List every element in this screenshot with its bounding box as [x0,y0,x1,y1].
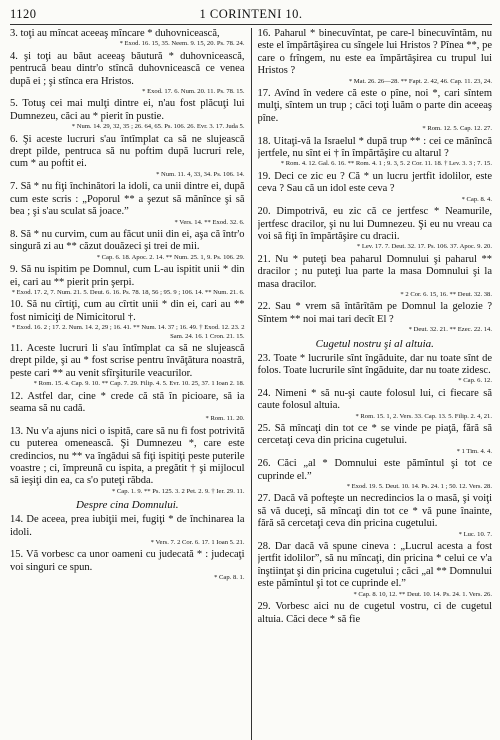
cross-reference: * Rom. 11. 20. [205,415,245,423]
verse-text: 17. Avînd în vedere că este o pîne, noi *, cari sîntem mulţi, sîntem un trup ; căci toţi luăm o parte din aceeaş pîne. [257,88,492,124]
section-heading: Despre cina Domnului. [75,499,179,512]
cross-reference: * Rom. 15. 4. Cap. 9. 10. ** Cap. 7. 29. Filip. 4. 5. Evr. 10. 25, 37. 1 Ioan 2. 18. [33,380,245,388]
verse-text: 8. Să * nu curvim, cum au făcut unii din ei, aşa că într'o singură zi au ** căzut douăzeci şi trei de mii. [10,228,245,253]
cross-reference: * Cap. 8. 4. [461,195,492,203]
verse-text: 13. Nu v'a ajuns nici o ispită, care să nu fi fost potrivită cu puterea omenească. Şi Dumnezeu *, care este credincios, nu ** va îngădui să fiţi ispitiţi peste puterile voastre ; ci, împreună cu ispita, a pregătit † şi mijlocul să ieşiţi din ea, ca s'o puteţi răbda. [10,425,245,487]
verse-text: 7. Să * nu fiţi închinători la idoli, ca unii dintre ei, după cum este scris : „Poporul ** a şezut să mănînce şi să bea ; şi s'au sculat să joace.” [10,181,245,218]
right-column [258,28,493,740]
verse-text: 12. Astfel dar, cine * crede că stă în picioare, să ia seama să nu cadă. [10,390,245,414]
cross-reference: * Vers. 7. 2 Cor. 6. 17. 1 Ioan 5. 21. [150,539,245,547]
cross-reference: * Rom. 12. 5. Cap. 12. 27. [422,125,492,133]
cross-reference: * Cap. 6. 12. [458,377,492,385]
verse-text: 5. Totuş cei mai mulţi dintre ei, n'au fost plăcuţi lui Dumnezeu, căci au * pierit în pustie. [10,98,245,122]
page-number: 1120 [10,7,37,21]
verse-text: 25. Să mîncaţi din tot ce * se vinde pe piaţă, fără să cercetaţi ceva din pricina cugetului. [257,423,492,447]
verse-text: 6. Şi aceste lucruri s'au întîmplat ca să ne slujească drept pilde, pentruca să nu poftim după lucruri rele, cum * au poftit ei. [10,133,245,170]
verse-text: 24. Nimeni * să nu-şi caute folosul lui, ci fiecare să caute folosul altuia. [257,387,492,412]
verse-text: 26. Căci „al * Domnului este pămîntul şi tot ce cuprinde el.” [257,458,492,482]
verse-text: 20. Dimpotrivă, eu zic că ce jertfesc * Neamurile, jertfesc dracilor, şi nu lui Dumnezeu. Şi eu nu vreau ca voi să fiţi în împărtăşire cu dracii. [257,206,492,242]
cross-reference: * Rom. 15. 1, 2. Vers. 33. Cap. 13. 5. Filip. 2. 4, 21. [355,412,492,420]
verse-text: 3. toţi au mîncat aceeaş mîncare * duhovnicească, [10,28,220,39]
verse-text: 23. Toate * lucrurile sînt îngăduite, dar nu toate sînt de folos. Toate lucrurile sînt îngăduite, dar nu toate zidesc. [257,352,492,376]
verse-text: 10. Să nu cîrtiţi, cum au cîrtit unii * din ei, cari au ** fost nimiciţi de Nimicitorul †. [10,299,245,323]
left-column [10,28,245,740]
cross-reference: * Cap. 8. 10, 12. ** Deut. 10. 14. Ps. 24. 1. Vers. 26. [353,590,492,598]
cross-reference: * 1 Tim. 4. 4. [456,447,492,455]
cross-reference: * Cap. 6. 18. Apoc. 2. 14. ** Num. 25. 1, 9. Ps. 106. 29. [96,253,245,261]
cross-reference: * Exod. 16. 15, 35. Neem. 9. 15, 20. Ps. 78. 24. [119,40,245,48]
verse-text: 11. Aceste lucruri li s'au întîmplat ca să ne slujească drept pilde, şi au * fost scrise pentru învăţătura noastră, peste cari ** au venit sfîrşiturile veacurilor. [10,342,245,379]
verse-text: 21. Nu * puteţi bea paharul Domnului şi paharul ** dracilor ; nu puteţi lua parte la masa Domnului şi la masa dracilor. [257,253,492,290]
cross-reference: * Exod. 17. 6. Num. 20. 11. Ps. 78. 15. [142,88,245,96]
verse-text: 14. De aceea, prea iubiţii mei, fugiţi * de închinarea la idoli. [10,514,245,538]
verse-text: 29. Vorbesc aici nu de cugetul vostru, ci de cugetul altuia. Căci dece * să fie [257,601,492,625]
page-header [10,6,492,25]
column-divider [251,28,252,740]
cross-reference: * Exod. 17. 2, 7. Num. 21. 5. Deut. 6. 16. Ps. 78. 18, 56 ; 95. 9 ; 106. 14. ** Num. 21. 6. [11,288,245,296]
cross-reference: * Deut. 32. 21. ** Ezec. 22. 14. [408,326,492,334]
verse-text: 22. Sau * vrem să întărîtăm pe Domnul la gelozie ? Sîntem ** noi mai tari decît El ? [257,301,492,325]
cross-reference: * Lev. 17. 7. Deut. 32. 17. Ps. 106. 37. Apoc. 9. 20. [356,243,492,251]
book-chapter-title: 1 CORINTENI 10. [199,7,303,21]
cross-reference: * Cap. 8. 1. [214,574,245,582]
verse-text: 15. Vă vorbesc ca unor oameni cu judecată * : judecaţi voi singuri ce spun. [10,549,245,573]
cross-reference: * Num. 14. 29, 32, 35 ; 26. 64, 65. Ps. 106. 26. Evr. 3. 17. Juda 5. [71,123,245,131]
verse-text: 4. şi toţi au băut aceeaş băutură * duhovnicească, pentrucă beau dintr'o stîncă duhovnicească ce venea după ei ; şi stînca era Hristos. [10,50,245,87]
cross-reference: * Cap. 1. 9. ** Ps. 125. 3. 2 Pet. 2. 9. † Ier. 29. 11. [111,487,245,495]
text-columns [10,28,492,740]
verse-text: 18. Uitaţi-vă la Israelul * după trup ** : cei ce mănîncă jertfele, nu sînt ei † în împărtăşire cu altarul ? [257,135,492,160]
verse-text: 19. Deci ce zic eu ? Că * un lucru jertfit idolilor, este ceva ? Sau că un idol este ceva ? [257,170,492,195]
cross-reference: * Vers. 14. ** Exod. 32. 6. [174,218,245,226]
cross-reference: * Exod. 19. 5. Deut. 10. 14. Ps. 24. 1 ; 50. 12. Vers. 28. [346,483,492,491]
cross-reference: * Rom. 4. 12. Gal. 6. 16. ** Rom. 4. 1 ; 9. 3, 5. 2 Cor. 11. 18. † Lev. 3. 3 ; 7. 15. [280,160,492,168]
verse-text: 27. Dacă vă pofteşte un necredincios la o masă, şi voiţi să vă duceţi, să mîncaţi din tot ce * vă pune înainte, fără să cercetaţi ceva din pricina cugetului. [257,493,492,530]
cross-reference: * Exod. 16. 2 ; 17. 2. Num. 14. 2, 29 ; 16. 41. ** Num. 14. 37 ; 16. 49. † Exod. 12. 23. 2 Sam. 24. 16. 1 Cron. 21. 15. [11,324,245,340]
verse-text: 16. Paharul * binecuvîntat, pe care-l binecuvîntăm, nu este el împărtăşirea cu sîngele lui Hristos ? Pînea **, pe care o frîngem, nu este ea împărtăşirea cu trupul lui Hristos ? [257,28,492,77]
cross-reference: * Mat. 26. 26—28. ** Fapt. 2. 42, 46. Cap. 11. 23, 24. [348,77,492,85]
verse-text: 9. Să nu ispitim pe Domnul, cum L-au ispitit unii * din ei, cari au ** pierit prin şerpi. [10,264,245,288]
cross-reference: * 2 Cor. 6. 15, 16. ** Deut. 32. 38. [400,290,492,298]
verse-text: 28. Dar dacă vă spune cineva : „Lucrul acesta a fost jertfit idolilor”, să nu mîncaţi, din pricina * celui ce v'a înştiinţat şi din pricina cugetului ; căci „al ** Domnului este pămîntul şi tot ce cuprinde el.” [257,541,492,590]
section-heading: Cugetul nostru şi al altuia. [315,337,434,350]
cross-reference: * Luc. 10. 7. [458,530,492,538]
cross-reference: * Num. 11. 4, 33, 34. Ps. 106. 14. [156,170,245,178]
